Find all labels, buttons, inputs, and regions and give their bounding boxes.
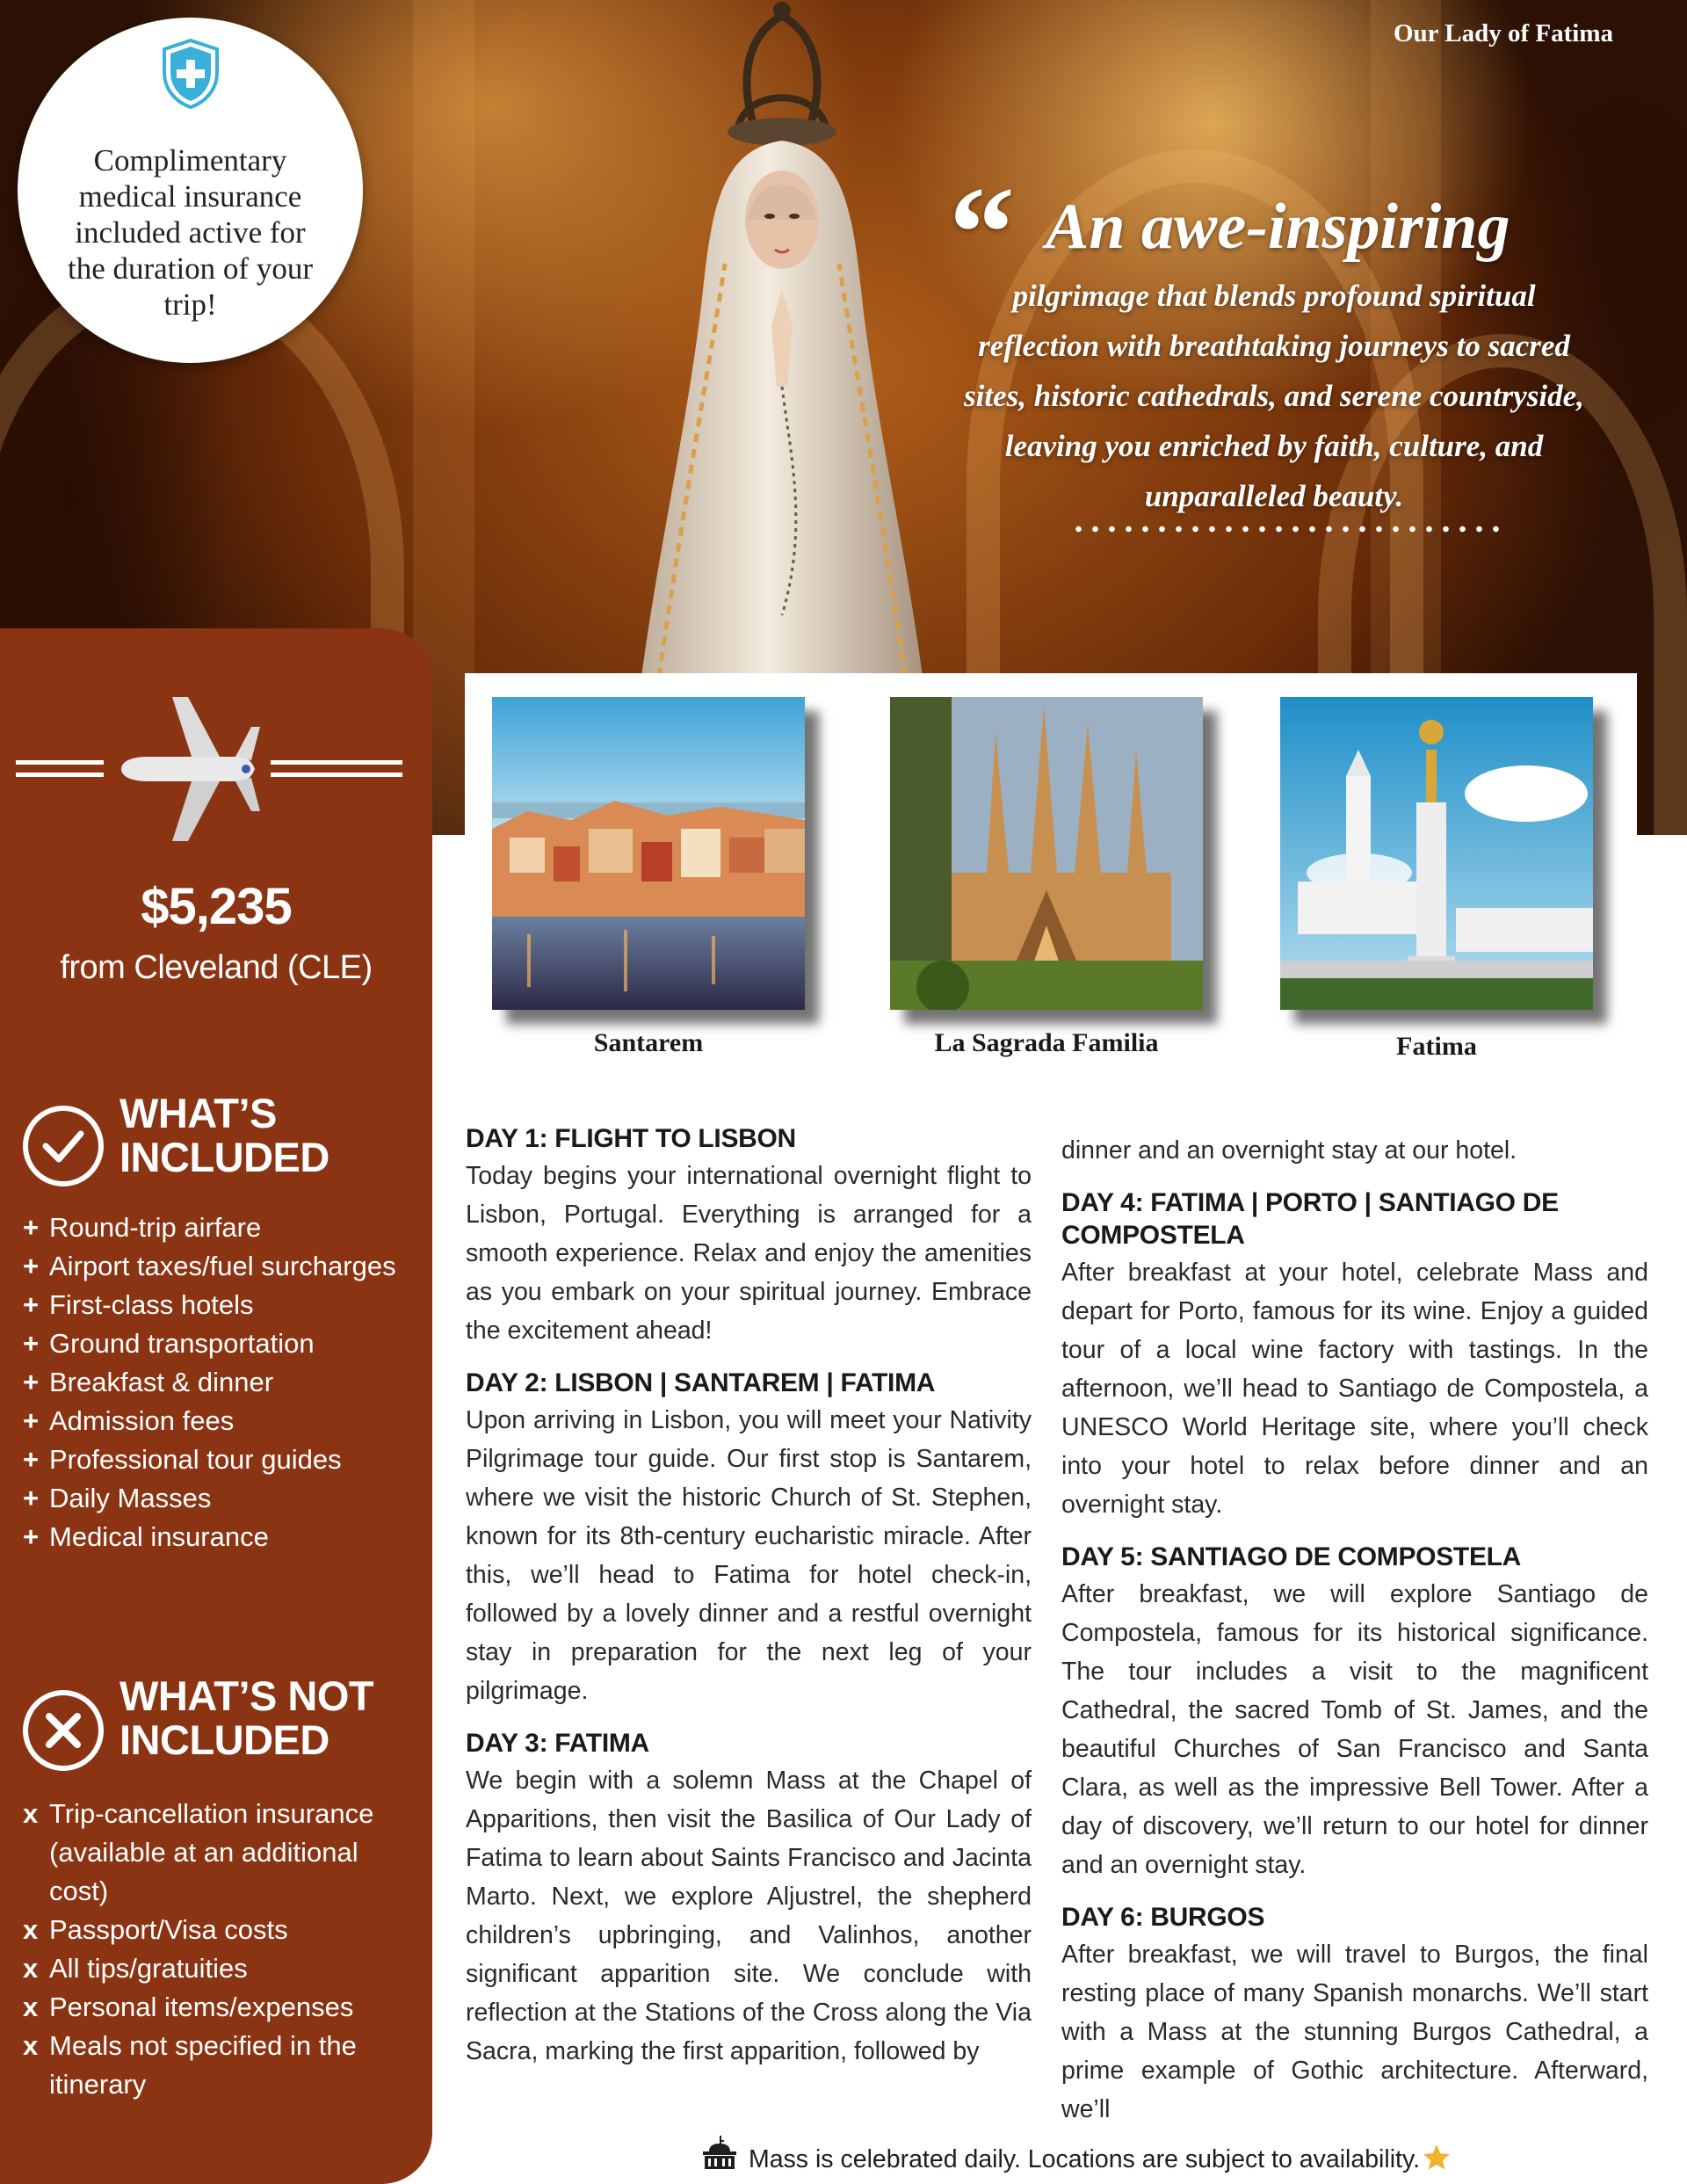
list-item-text: Ground transportation (49, 1328, 315, 1359)
list-item (23, 1363, 427, 1402)
day-description: After breakfast at your hotel, celebrate Mass and depart for Porto, famous for its wine. Enjoy a guided tour of a local wine factory with tastings. In the afternoon, we’ll head to Santiago de Compostela, a UNESCO World Heritage site, where you’ll check into your hotel to relax before dinner and an overnight stay. (1061, 1259, 1648, 1519)
day-description: After breakfast, we will explore Santiago de Compostela, famous for its historical significance. The tour includes a visit to the magnificent Cathedral, the sacred Tomb of St. James, and the beautiful Churches of San Francisco and Santa Clara, as well as the impressive Bell Tower. After a day of discovery, we’ll return to our hotel for dinner and an overnight stay. (1061, 1580, 1648, 1879)
list-marker: + (23, 1521, 40, 1552)
list-item (23, 1208, 427, 1247)
insurance-badge (18, 18, 363, 363)
checkmark-circle-icon (23, 1106, 104, 1186)
list-marker: + (23, 1212, 40, 1243)
included-header (23, 1092, 427, 1188)
list-marker: + (23, 1444, 40, 1475)
not-included-title-line: INCLUDED (119, 1716, 329, 1763)
itinerary-column-right (1061, 1131, 1648, 2145)
list-item (23, 1949, 409, 1988)
list-marker: + (23, 1405, 40, 1436)
itinerary-column-left (466, 1122, 1032, 2087)
list-item (23, 1286, 427, 1324)
list-marker: x (23, 1992, 39, 2022)
footer-note (466, 2136, 1687, 2174)
list-marker: x (23, 2030, 39, 2061)
list-item-text: Airport taxes/fuel surcharges (49, 1251, 396, 1281)
not-included-header (23, 1674, 427, 1771)
photo-caption: Santarem (593, 1028, 704, 1057)
day-description: We begin with a solemn Mass at the Chapel of Apparitions, then visit the Basilica of Our Lady of Fatima to learn about Saints Francisco and Jacinta Marto. Next, we explore Aljustrel, the shepherd children’s upbringing, and Valinhos, another significant apparition site. We conclude with reflection at the Stations of the Cross along the Via Sacra, marking the first apparition, followed by (466, 1767, 1032, 2065)
day-title: DAY 6: BURGOS (1061, 1903, 1265, 1932)
list-marker: + (23, 1483, 40, 1513)
list-marker: + (23, 1251, 40, 1281)
day-title: DAY 5: SANTIAGO DE COMPOSTELA (1061, 1542, 1522, 1571)
list-item-text: Admission fees (49, 1405, 235, 1436)
close-icon (37, 1704, 90, 1757)
sidebar (0, 628, 432, 2184)
list-item-text: Daily Masses (49, 1483, 212, 1513)
not-included-title-line: WHAT’S NOT (119, 1672, 374, 1719)
list-marker: + (23, 1289, 40, 1320)
photo-santarem (492, 697, 805, 1010)
list-marker: x (23, 1953, 39, 1984)
list-item (23, 2027, 409, 2104)
day-description: After breakfast, we will travel to Burgos, the final resting place of many Spanish monarchs. We’ll start with a Mass at the stunning Burgos Cathedral, a prime example of Gothic architecture. Afterward, we’ll (1061, 1941, 1648, 2123)
quote-divider (1070, 524, 1510, 534)
list-item (23, 1247, 427, 1286)
photo-sagrada-familia (890, 697, 1203, 1010)
day-description: Upon arriving in Lisbon, you will meet your Nativity Pilgrimage tour guide. Our first stop is Santarem, where we visit the historic Church of St. Stephen, known for its 8th-century eucharistic miracle. After this, we’ll head to Fatima for hotel check-in, followed by a lovely dinner and a restful overnight stay in preparation for the next leg of your pilgrimage. (466, 1406, 1032, 1705)
included-title-line: INCLUDED (119, 1134, 329, 1180)
x-circle-icon (23, 1690, 104, 1771)
list-marker: x (23, 1914, 39, 1945)
day-title: DAY 2: LISBON | SANTAREM | FATIMA (466, 1368, 936, 1397)
list-marker: x (23, 1798, 39, 1829)
checkmark-icon (37, 1120, 90, 1172)
list-item-text: Medical insurance (49, 1521, 269, 1552)
quote-headline: An awe-inspiring (1046, 191, 1510, 263)
list-item (23, 1479, 427, 1518)
star-icon (1422, 2143, 1452, 2173)
list-item (23, 1988, 409, 2027)
included-list (23, 1208, 427, 1556)
shield-plus-icon (162, 39, 220, 109)
quote-body: pilgrimage that blends profound spiritual reflection with breathtaking journeys to sacred sites, historic cathedrals, and serene countryside, leaving you enriched by faith, culture, and unparalleled beauty. (964, 279, 1584, 513)
list-item-text: First-class hotels (49, 1289, 254, 1320)
photo-fatima (1280, 697, 1593, 1010)
not-included-title (119, 1674, 418, 1762)
list-item-text: Breakfast & dinner (49, 1367, 274, 1397)
day-title: DAY 4: FATIMA | PORTO | SANTIAGO DE COMPOSTELA (1061, 1188, 1559, 1250)
list-marker: + (23, 1367, 40, 1397)
day-title: DAY 1: FLIGHT TO LISBON (466, 1124, 796, 1153)
included-title (119, 1092, 418, 1179)
day-description-continued: dinner and an overnight stay at our hotel. (1061, 1136, 1517, 1165)
departure-city: from Cleveland (CLE) (60, 949, 373, 986)
list-item-text: Trip-cancellation insurance (available at an additional cost) (49, 1798, 374, 1906)
photo-caption: Fatima (1396, 1032, 1477, 1061)
list-item-text: Personal items/expenses (49, 1992, 354, 2022)
list-item-text: All tips/gratuities (49, 1953, 248, 1984)
list-item (23, 1795, 409, 1911)
statue-image (606, 0, 958, 677)
list-item (23, 1911, 409, 1949)
day-title: DAY 3: FATIMA (466, 1729, 649, 1758)
list-item-text: Professional tour guides (49, 1444, 342, 1475)
not-included-list (23, 1795, 409, 2104)
list-item-text: Round-trip airfare (49, 1212, 262, 1243)
list-item-text: Passport/Visa costs (49, 1914, 288, 1945)
airplane-icon (16, 697, 411, 855)
list-item-text: Meals not specified in the itinerary (49, 2030, 357, 2100)
photo-caption: La Sagrada Familia (934, 1028, 1159, 1057)
included-title-line: WHAT’S (119, 1090, 277, 1136)
trip-price: $5,235 (141, 878, 292, 935)
church-icon (701, 2136, 738, 2171)
footer-note-text: Mass is celebrated daily. Locations are subject to availability. (748, 2145, 1421, 2173)
page-title: Our Lady of Fatima (1394, 19, 1613, 47)
quote-mark: “ (949, 160, 1015, 306)
photo-strip (465, 673, 1637, 1074)
list-item (23, 1402, 427, 1440)
list-item (23, 1440, 427, 1479)
day-description: Today begins your international overnight flight to Lisbon, Portugal. Everything is arranged for a smooth experience. Relax and enjoy the amenities as you embark on your spiritual journey. Embrace the excitement ahead! (466, 1162, 1032, 1345)
insurance-badge-text: Complimentary medical insurance included active for the duration of your trip! (68, 143, 313, 322)
list-item (23, 1518, 427, 1556)
list-item (23, 1324, 427, 1363)
list-marker: + (23, 1328, 40, 1359)
